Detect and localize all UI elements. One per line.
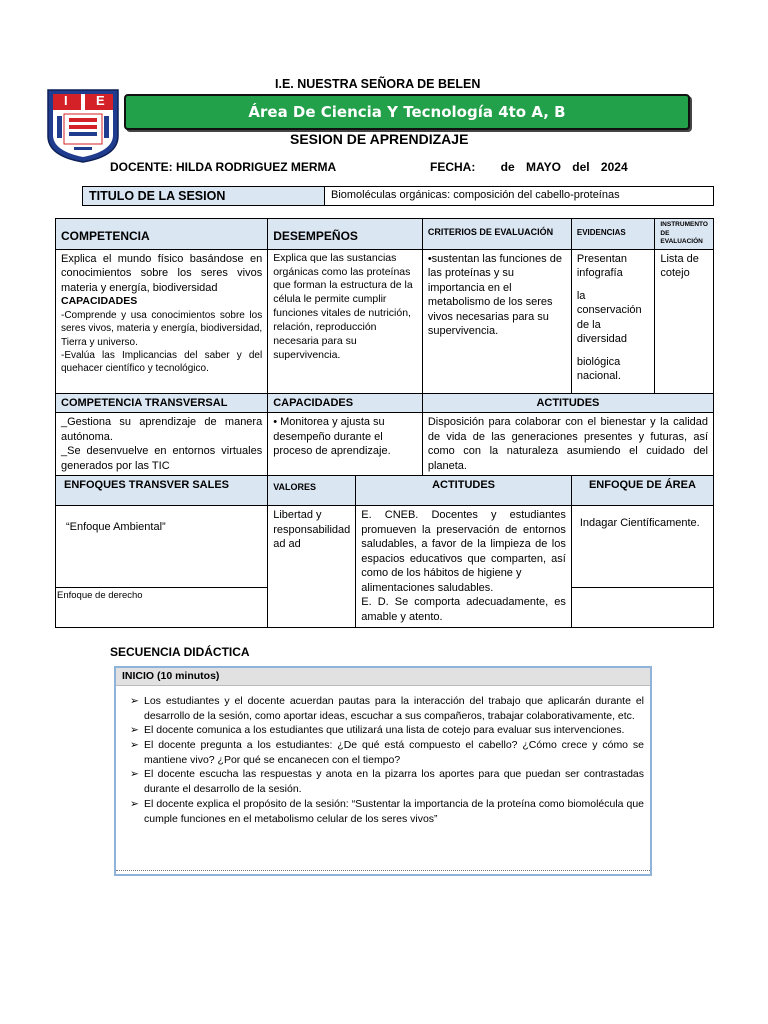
actitudes-cell <box>356 506 572 628</box>
arrow-bullet-icon: ➢ <box>130 739 139 752</box>
header-valores: VALORES <box>268 476 356 506</box>
actitud-transversal-cell: Disposición para colaborar con el bienestar y la calidad de vida de las generaciones presentes y futuras, así como con la naturaleza asumiendo el cuidado del planeta. <box>422 413 713 476</box>
fecha-de: de <box>500 160 515 174</box>
competencia-cell <box>56 249 268 393</box>
evidencia-1: Presentan infografía <box>576 252 628 280</box>
evidencia-2: la conservación de la diversidad <box>576 289 642 346</box>
arrow-bullet-icon: ➢ <box>130 797 139 810</box>
page-title: SESION DE APRENDIZAJE <box>290 131 469 147</box>
inicio-list <box>116 686 650 826</box>
list-item: ➢ El docente pregunta a los estudiantes: ¿De qué está compuesto el cabello? ¿Cómo crece y cómo se mantiene vivo? ¿Por qué se encanecen con el tiempo? <box>130 739 644 766</box>
evidencia-3: biológica nacional. <box>576 355 621 383</box>
inicio-section <box>114 666 652 876</box>
capacidades-label: CAPACIDADES <box>61 295 138 308</box>
titulo-row <box>82 186 714 206</box>
actitudes-text-1: E. CNEB. Docentes y estudiantes promueven la preservación de entornos saludables, a favor de la limpieza de los espacios educativos que comparten, así como de los hábitos de higiene y <box>361 509 566 580</box>
fecha-line <box>430 160 628 174</box>
enfoque-ambiental-cell: “Enfoque Ambiental” <box>56 506 268 588</box>
school-logo <box>44 84 122 164</box>
header-actitudes: ACTITUDES <box>422 393 713 413</box>
list-item: ➢ El docente escucha las respuestas y anota en la pizarra los aportes para que puedan ser contrastadas durante el desarrollo de la sesión. <box>130 768 644 796</box>
header-competencia: COMPETENCIA <box>56 219 268 250</box>
secuencia-title: SECUENCIA DIDÁCTICA <box>110 645 250 659</box>
transversal-2: _Se desenvuelve en entornos virtuales generados por las TIC <box>61 445 263 472</box>
criterio-cell: •sustentan las funciones de las proteínas y su importancia en el metabolismo de los seres vivos necesarias para su supervivencia. <box>422 249 571 393</box>
instrumento-cell: Lista de cotejo <box>655 249 714 393</box>
competencia-text: Explica el mundo físico basándose en conocimientos sobre los seres vivos materia y energía, biodiversidad <box>61 252 263 294</box>
enfoque-derecho-cell: Enfoque de derecho <box>56 588 268 628</box>
transversal-cell <box>56 413 268 476</box>
titulo-label: TITULO DE LA SESION <box>83 187 325 205</box>
evidencia-cell <box>571 249 655 393</box>
fecha-value: MAYO del 2024 <box>526 160 628 174</box>
list-item: ➢ Los estudiantes y el docente acuerdan pautas para la interacción del trabajo que aplicarán durante el desarrollo de la sesión, como aportar ideas, escuchar a sus compañeros, trabajar colaborativamente, etc. <box>130 695 644 722</box>
logo-letter-e: E <box>96 93 105 108</box>
school-name: I.E. NUESTRA SEÑORA DE BELEN <box>275 77 481 91</box>
header-capacidades: CAPACIDADES <box>268 393 423 413</box>
header-competencia-transversal: COMPETENCIA TRANSVERSAL <box>56 393 268 413</box>
titulo-value: Biomoléculas orgánicas: composición del cabello-proteínas <box>331 189 620 201</box>
transversal-1: _Gestiona su aprendizaje de manera autónoma. <box>61 416 263 443</box>
capacidad-2: -Evalúa las Implicancias del saber y del quehacer científico y tecnológico. <box>61 349 263 374</box>
actitudes-text-3: E. D. Se comporta adecuadamente, es amable y atento. <box>361 596 566 623</box>
area-banner: Área De Ciencia Y Tecnología 4to A, B <box>124 94 690 130</box>
valores-cell: Libertad y responsabilidad ad ad <box>268 506 356 628</box>
header-enfoques: ENFOQUES TRANSVER SALES <box>56 476 268 506</box>
capacidad-transversal-cell: • Monitorea y ajusta su desempeño durante el proceso de aprendizaje. <box>268 413 423 476</box>
planning-table <box>55 218 714 628</box>
desempeno-cell: Explica que las sustancias orgánicas como las proteínas que forman la estructura de la célula le permite cumplir funciones vitales de nutrición, relación, reproducción necesaria para su supervivencia. <box>268 249 423 393</box>
actitudes-text-2: alimentaciones saludables. <box>361 581 494 594</box>
fecha-label: FECHA: <box>430 160 476 174</box>
arrow-bullet-icon: ➢ <box>130 724 139 737</box>
list-item: ➢ El docente explica el propósito de la sesión: “Sustentar la importancia de la proteína como biomolécula que cumple funciones en el metabolismo celular de los seres vivos” <box>130 797 644 825</box>
header-evidencias: EVIDENCIAS <box>571 219 655 250</box>
capacidad-1: -Comprende y usa conocimientos sobre los seres vivos, materia y energía, biodiversidad, Tierra y universo. <box>61 310 263 348</box>
header-enfoque-area: ENFOQUE DE ÁREA <box>571 476 713 506</box>
enfoque-area-cell: Indagar Científicamente. <box>571 506 713 588</box>
logo-letter-i: I <box>64 93 68 108</box>
arrow-bullet-icon: ➢ <box>130 695 139 707</box>
docente-label: DOCENTE: HILDA RODRIGUEZ MERMA <box>110 160 337 174</box>
list-item: ➢ El docente comunica a los estudiantes que utilizará una lista de cotejo para evaluar sus intervenciones. <box>130 724 625 737</box>
arrow-bullet-icon: ➢ <box>130 768 139 781</box>
inicio-header: INICIO (10 minutos) <box>116 668 650 686</box>
header-actitudes-2: ACTITUDES <box>356 476 572 506</box>
header-criterios: CRITERIOS DE EVALUACIÓN <box>422 219 571 250</box>
header-desempenos: DESEMPEÑOS <box>268 219 423 250</box>
enfoque-area-empty-cell <box>571 588 713 628</box>
header-instrumento: INSTRUMENTO DE EVALUACIÓN <box>655 219 714 250</box>
inicio-footer-divider <box>116 870 650 874</box>
